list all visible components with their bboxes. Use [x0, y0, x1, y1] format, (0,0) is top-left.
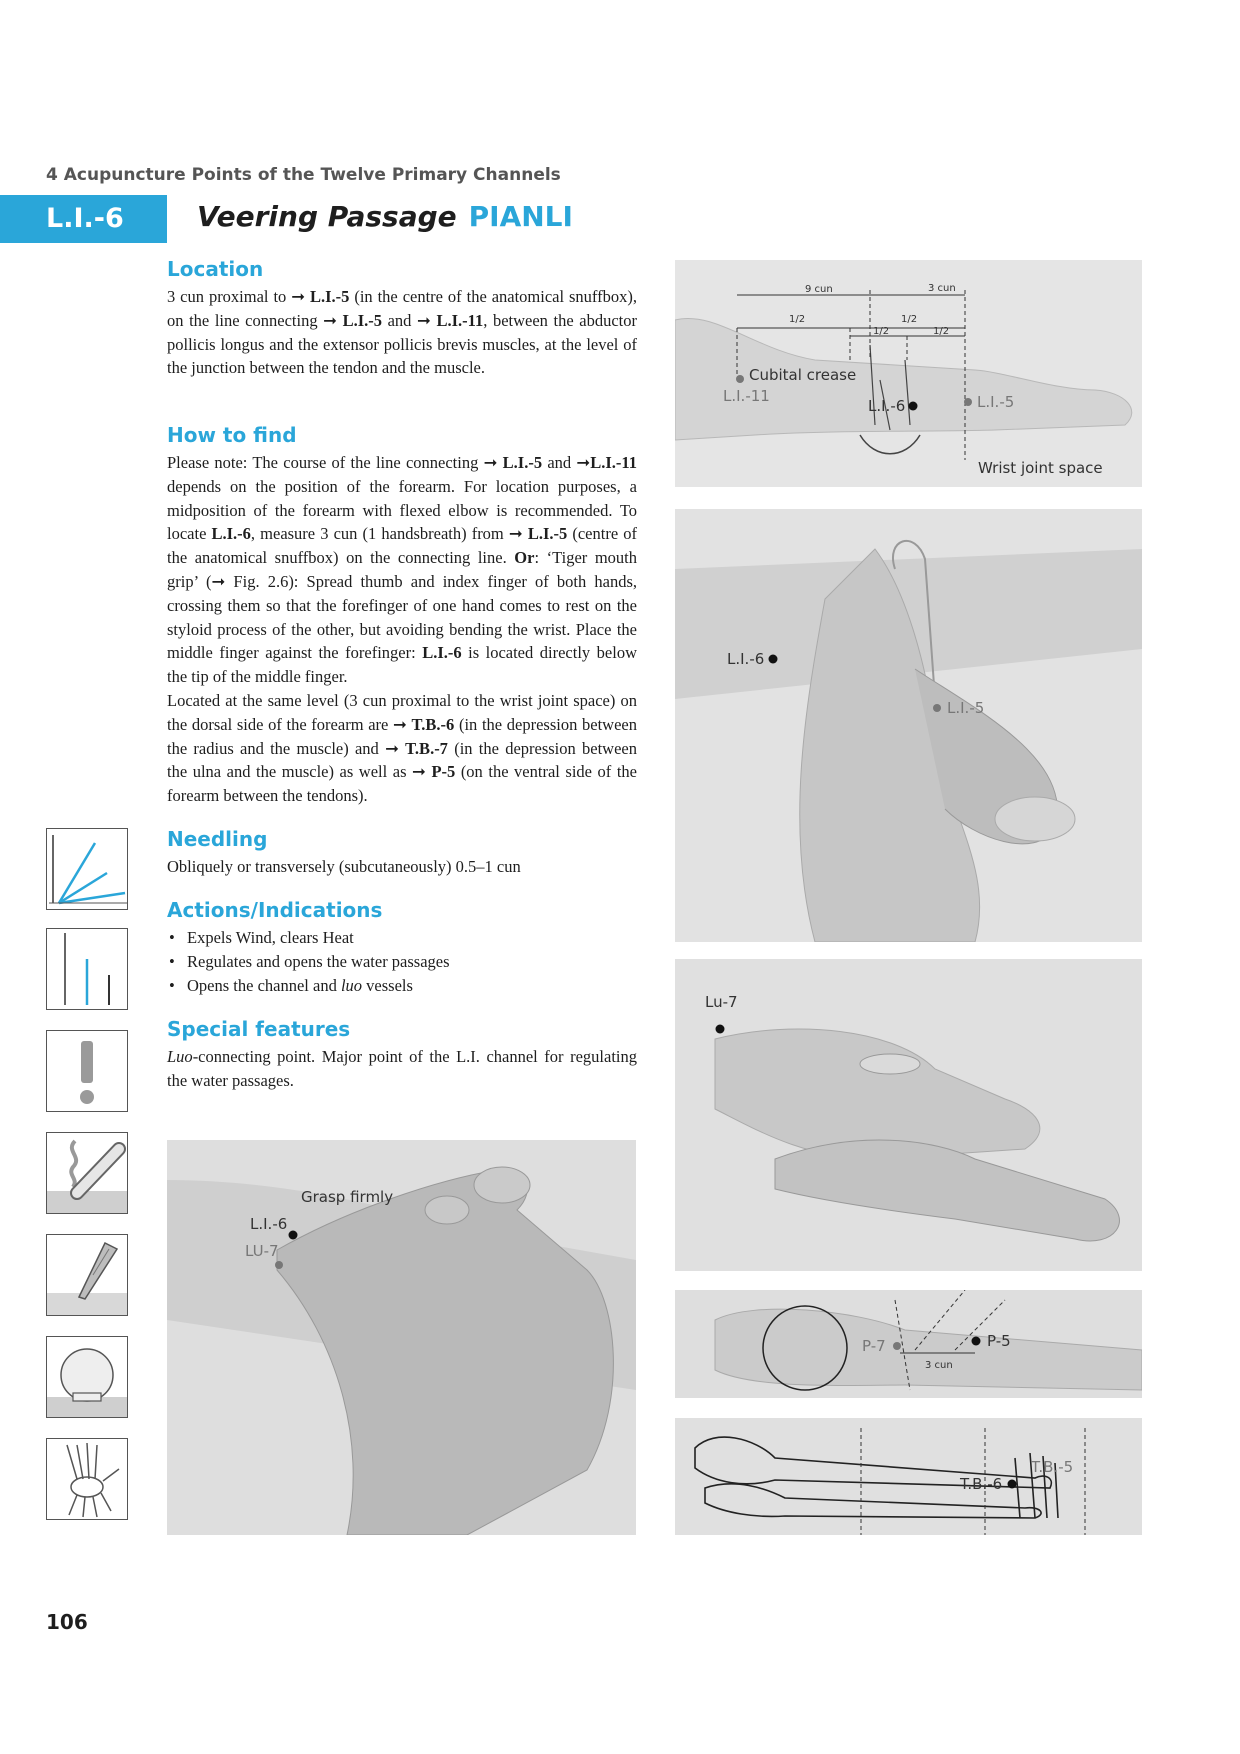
label-tb5: T.B.-5	[1031, 1458, 1074, 1476]
point-p5-dot	[972, 1337, 981, 1346]
page-number: 106	[46, 1610, 88, 1634]
how-to-find-text: Please note: The course of the line connecting ➞ L.I.-5 and ➞L.I.-11 depends on the position of the forearm. For location purposes, a midposition of the forearm with flexed elbow is recommended. To locate L.I.-6, measure 3 cun (1 handsbreath) from ➞ L.I.-5 (centre of the anatomical snuffbox) on the connecting line. Or: ‘Tiger mouth grip’ (➞ Fig. 2.6): Spread thumb and index finger of both hands, crossing them so that the forefinger of one hand comes to rest on the styloid process of the other, but avoiding bending the wrist. Place the middle finger against the forefinger: L.I.-6 is located directly below the tip of the middle finger. Located at the same level (3 cun proximal to the wrist joint space) on the dorsal side of the forearm are ➞ T.B.-6 (in the depression between the radius and the muscle) and ➞ T.B.-7 (in the depression between the ulna and the muscle) as well as ➞ P-5 (on the ventral side of the forearm between the tendons).	[167, 453, 638, 806]
label-grasp-firmly: Grasp firmly	[301, 1188, 394, 1206]
title-english: Veering Passage	[197, 200, 457, 233]
label-half: 1/2	[933, 326, 950, 337]
label-lu7: Lu-7	[705, 993, 738, 1011]
label-p7: P-7	[862, 1337, 886, 1355]
special-features-heading: Special features	[167, 1017, 351, 1041]
label-nine-cun: 9 cun	[805, 284, 833, 295]
label-cubital-crease: Cubital crease	[749, 366, 857, 384]
label-li11: L.I.-11	[723, 387, 770, 405]
point-li6-dot	[289, 1231, 298, 1240]
list-item: • Opens the channel and luo vessels	[167, 974, 637, 998]
location-section	[167, 257, 637, 380]
special-features-section	[167, 1017, 637, 1093]
needle-angles-icon	[46, 828, 128, 910]
label-li6: L.I.-6	[727, 650, 765, 668]
actions-list	[167, 926, 637, 997]
point-tb6-dot	[1008, 1480, 1017, 1489]
needle-depth-icon	[46, 928, 128, 1010]
label-p5: P-5	[987, 1332, 1011, 1350]
needling-heading: Needling	[167, 827, 268, 851]
figure-grasp-firmly	[167, 1140, 636, 1535]
list-item: • Regulates and opens the water passages	[167, 950, 637, 974]
chapter-heading: 4 Acupuncture Points of the Twelve Primary Channels	[46, 165, 561, 185]
figure-ventral-forearm	[675, 1290, 1142, 1398]
actions-heading: Actions/Indications	[167, 898, 383, 922]
how-to-find-section	[167, 423, 637, 808]
cupping-icon	[46, 1336, 128, 1418]
special-features-text: Luo-connecting point. Major point of the L.I. channel for regulating the water passages.	[167, 1047, 637, 1090]
point-li11-dot	[736, 375, 744, 383]
label-tb6: T.B.-6	[960, 1475, 1003, 1493]
caution-icon	[46, 1030, 128, 1112]
label-three-cun: 3 cun	[928, 283, 956, 294]
figure-forearm-measurement	[675, 260, 1142, 487]
how-to-find-heading: How to find	[167, 423, 297, 447]
label-li5: L.I.-5	[977, 393, 1015, 411]
figure-forearm-skeleton	[675, 1418, 1142, 1535]
label-wrist-joint-space: Wrist joint space	[978, 459, 1103, 477]
label-li6: L.I.-6	[250, 1215, 288, 1233]
moxibustion-icon	[46, 1132, 128, 1214]
hand-skeleton-icon	[46, 1438, 128, 1520]
needling-text: Obliquely or transversely (subcutaneously) 0.5–1 cun	[167, 857, 521, 876]
label-half: 1/2	[873, 326, 890, 337]
label-li6: L.I.-6	[868, 397, 906, 415]
label-half: 1/2	[789, 314, 806, 325]
point-li6-dot	[909, 402, 918, 411]
label-half: 1/2	[901, 314, 918, 325]
location-heading: Location	[167, 257, 264, 281]
label-lu7: LU-7	[245, 1242, 279, 1260]
point-p7-dot	[893, 1342, 901, 1350]
point-li5-dot	[933, 704, 941, 712]
label-three-cun: 3 cun	[925, 1360, 953, 1371]
figure-tiger-mouth-grip	[675, 509, 1142, 942]
figure-lu7-grip	[675, 959, 1142, 1271]
point-li5-dot	[964, 398, 972, 406]
bleeding-lancet-icon	[46, 1234, 128, 1316]
needling-section	[167, 827, 637, 879]
actions-section	[167, 898, 637, 997]
point-lu7-dot	[716, 1025, 725, 1034]
label-li5: L.I.-5	[947, 699, 985, 717]
list-item: • Expels Wind, clears Heat	[167, 926, 637, 950]
point-lu7-dot	[275, 1261, 283, 1269]
point-code-tab: L.I.-6	[0, 195, 167, 243]
point-title	[197, 200, 573, 233]
location-text: 3 cun proximal to ➞ L.I.-5 (in the centre of the anatomical snuffbox), on the line connecting ➞ L.I.-5 and ➞ L.I.-11, between the abductor pollicis longus and the extensor pollicis brevis muscles, at the level of the junction between the tendon and the muscle.	[167, 287, 637, 378]
title-pinyin: PIANLI	[468, 200, 573, 233]
point-li6-dot	[769, 655, 778, 664]
